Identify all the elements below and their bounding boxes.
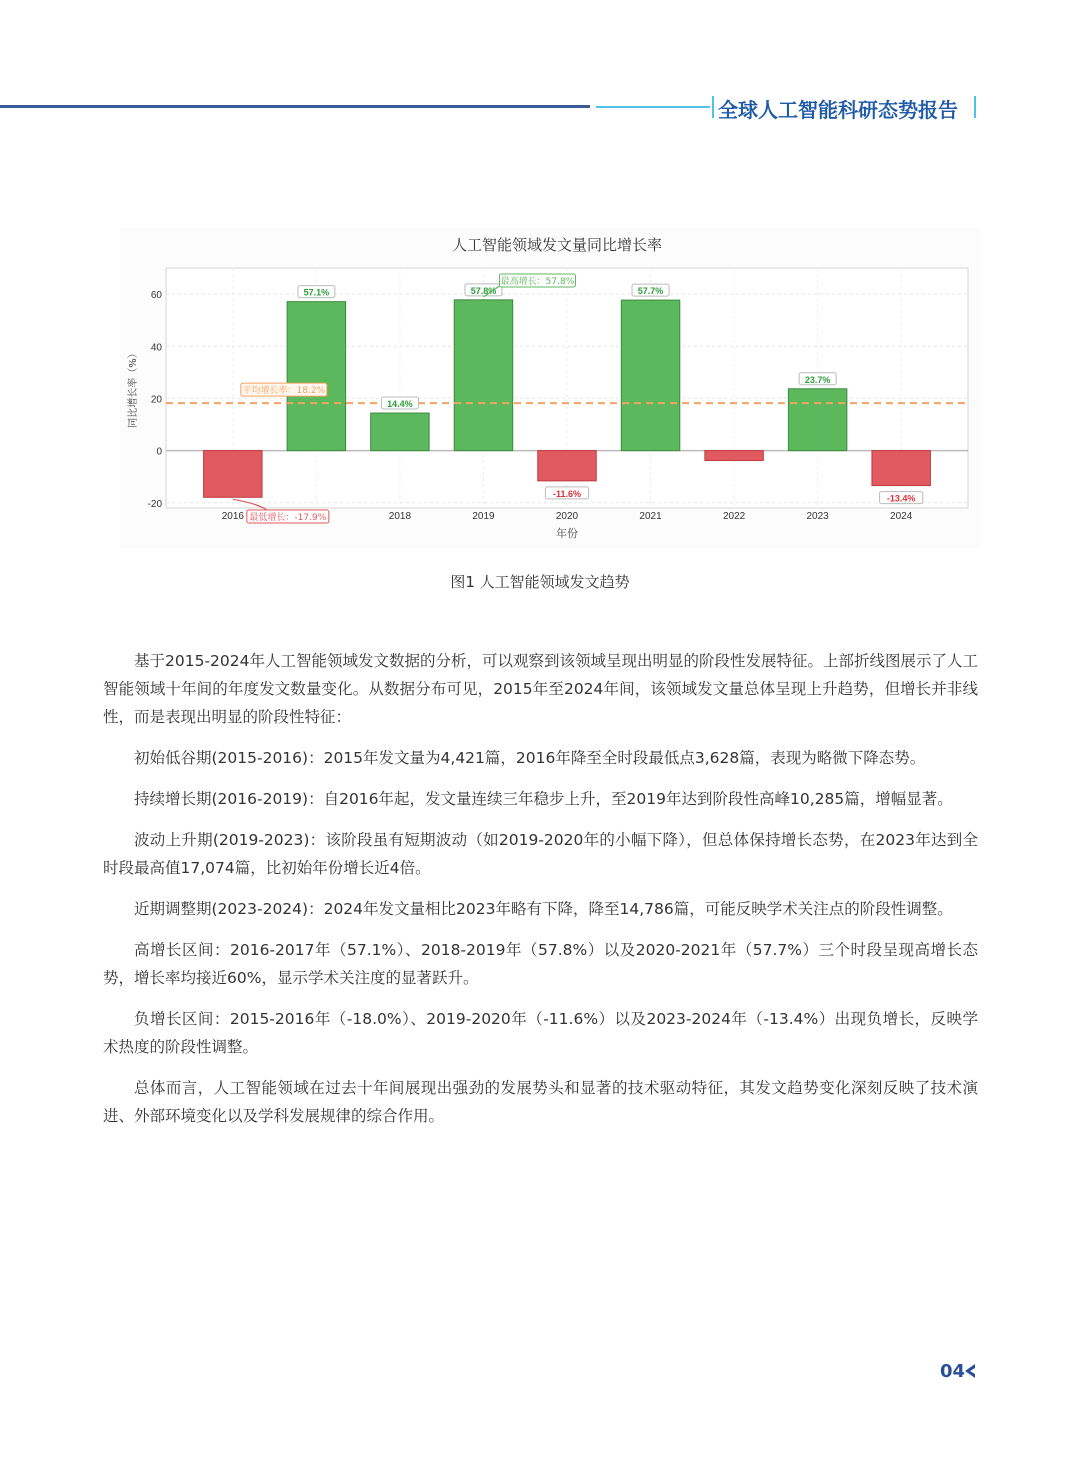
x-tick-label: 2023 xyxy=(806,511,829,522)
bar-2024 xyxy=(872,451,930,486)
y-axis-label: 同比增长率（%） xyxy=(128,348,139,428)
x-axis-label: 年份 xyxy=(556,527,578,540)
data-label-2023: 23.7% xyxy=(804,374,831,385)
data-label-2019: 57.8% xyxy=(470,285,497,296)
max-annotation-label: 最高增长：57.8% xyxy=(500,277,575,287)
paragraph-sustained-growth: 持续增长期(2016-2019)：自2016年起，发文量连续三年稳步上升，至2019年达到阶段性高峰10,285篇，增幅显著。 xyxy=(134,790,953,808)
x-tick-label: 2020 xyxy=(555,511,579,522)
paragraph-high-growth: 高增长区间：2016-2017年（57.1%）、2018-2019年（57.8%）以及2020-2021年（57.7%）三个时段呈现高增长态势，增长率均接近60%，显示学术关注度的显著跃升。 xyxy=(103,941,978,987)
y-tick-label: 20 xyxy=(150,394,162,406)
paragraph-conclusion: 总体而言，人工智能领域在过去十年间展现出强劲的发展势头和显著的技术驱动特征，其发文趋势变化深刻反映了技术演进、外部环境变化以及学科发展规律的综合作用。 xyxy=(103,1079,978,1125)
growth-rate-chart xyxy=(120,228,980,548)
header-rule-light xyxy=(596,106,710,108)
average-label: 平均增长率：18.2% xyxy=(242,386,326,397)
bar-2020 xyxy=(538,451,596,481)
figure-caption: 图1 人工智能领域发文趋势 xyxy=(450,573,630,591)
x-tick-label: 2021 xyxy=(639,511,662,522)
chart-canvas xyxy=(120,228,980,548)
y-tick-label: 60 xyxy=(150,290,162,302)
header-bar-left xyxy=(712,96,714,118)
bar-2019 xyxy=(454,300,512,451)
y-tick-label: 0 xyxy=(156,446,162,458)
header-rule-dark xyxy=(0,105,590,108)
x-tick-label: 2019 xyxy=(472,511,495,522)
page-number: 04 xyxy=(940,1361,966,1382)
paragraph-negative-growth: 负增长区间：2015-2016年（-18.0%）、2019-2020年（-11.6%）以及2023-2024年（-13.4%）出现负增长，反映学术热度的阶段性调整。 xyxy=(103,1010,978,1056)
data-label-2020: -11.6% xyxy=(552,488,582,499)
paragraph-initial-trough: 初始低谷期(2015-2016)：2015年发文量为4,421篇，2016年降至全时段最低点3,628篇，表现为略微下降态势。 xyxy=(134,749,926,767)
body-text xyxy=(103,647,978,1143)
bar-2022 xyxy=(705,451,763,461)
bar-2021 xyxy=(621,300,679,451)
bar-2017 xyxy=(287,302,345,451)
x-tick-label: 2024 xyxy=(890,511,913,522)
chart-title: 人工智能领域发文量同比增长率 xyxy=(451,236,663,254)
y-tick-label: -20 xyxy=(147,498,162,510)
chevron-left-icon xyxy=(962,1363,978,1379)
report-title: 全球人工智能科研态势报告 xyxy=(718,98,958,122)
paragraph-intro: 基于2015-2024年人工智能领域发文数据的分析，可以观察到该领域呈现出明显的阶段性发展特征。上部折线图展示了人工智能领域十年间的年度发文数量变化。从数据分布可见，2015年至2024年间，该领域发文量总体呈现上升趋势，但增长并非线性，而是表现出明显的阶段性特征： xyxy=(103,652,978,726)
paragraph-recent-adjustment: 近期调整期(2023-2024)：2024年发文量相比2023年略有下降，降至14,786篇，可能反映学术关注点的阶段性调整。 xyxy=(134,900,953,918)
bar-2023 xyxy=(788,389,846,451)
bar-2016 xyxy=(204,451,262,498)
paragraph-fluctuating-rise: 波动上升期(2019-2023)：该阶段虽有短期波动（如2019-2020年的小幅下降），但总体保持增长态势，在2023年达到全时段最高值17,074篇，比初始年份增长近4倍。 xyxy=(103,831,978,877)
min-annotation-label: 最低增长：-17.9% xyxy=(249,513,327,523)
bar-2018 xyxy=(371,413,429,451)
header-bar-right xyxy=(974,96,976,118)
data-label-2021: 57.7% xyxy=(637,286,664,297)
data-label-2017: 57.1% xyxy=(303,287,330,298)
x-tick-label: 2018 xyxy=(388,511,412,522)
y-tick-label: 40 xyxy=(150,342,162,354)
data-label-2018: 14.4% xyxy=(387,399,413,410)
x-tick-label: 2016 xyxy=(221,511,244,522)
x-tick-label: 2022 xyxy=(722,511,746,522)
data-label-2024: -13.4% xyxy=(886,493,916,504)
